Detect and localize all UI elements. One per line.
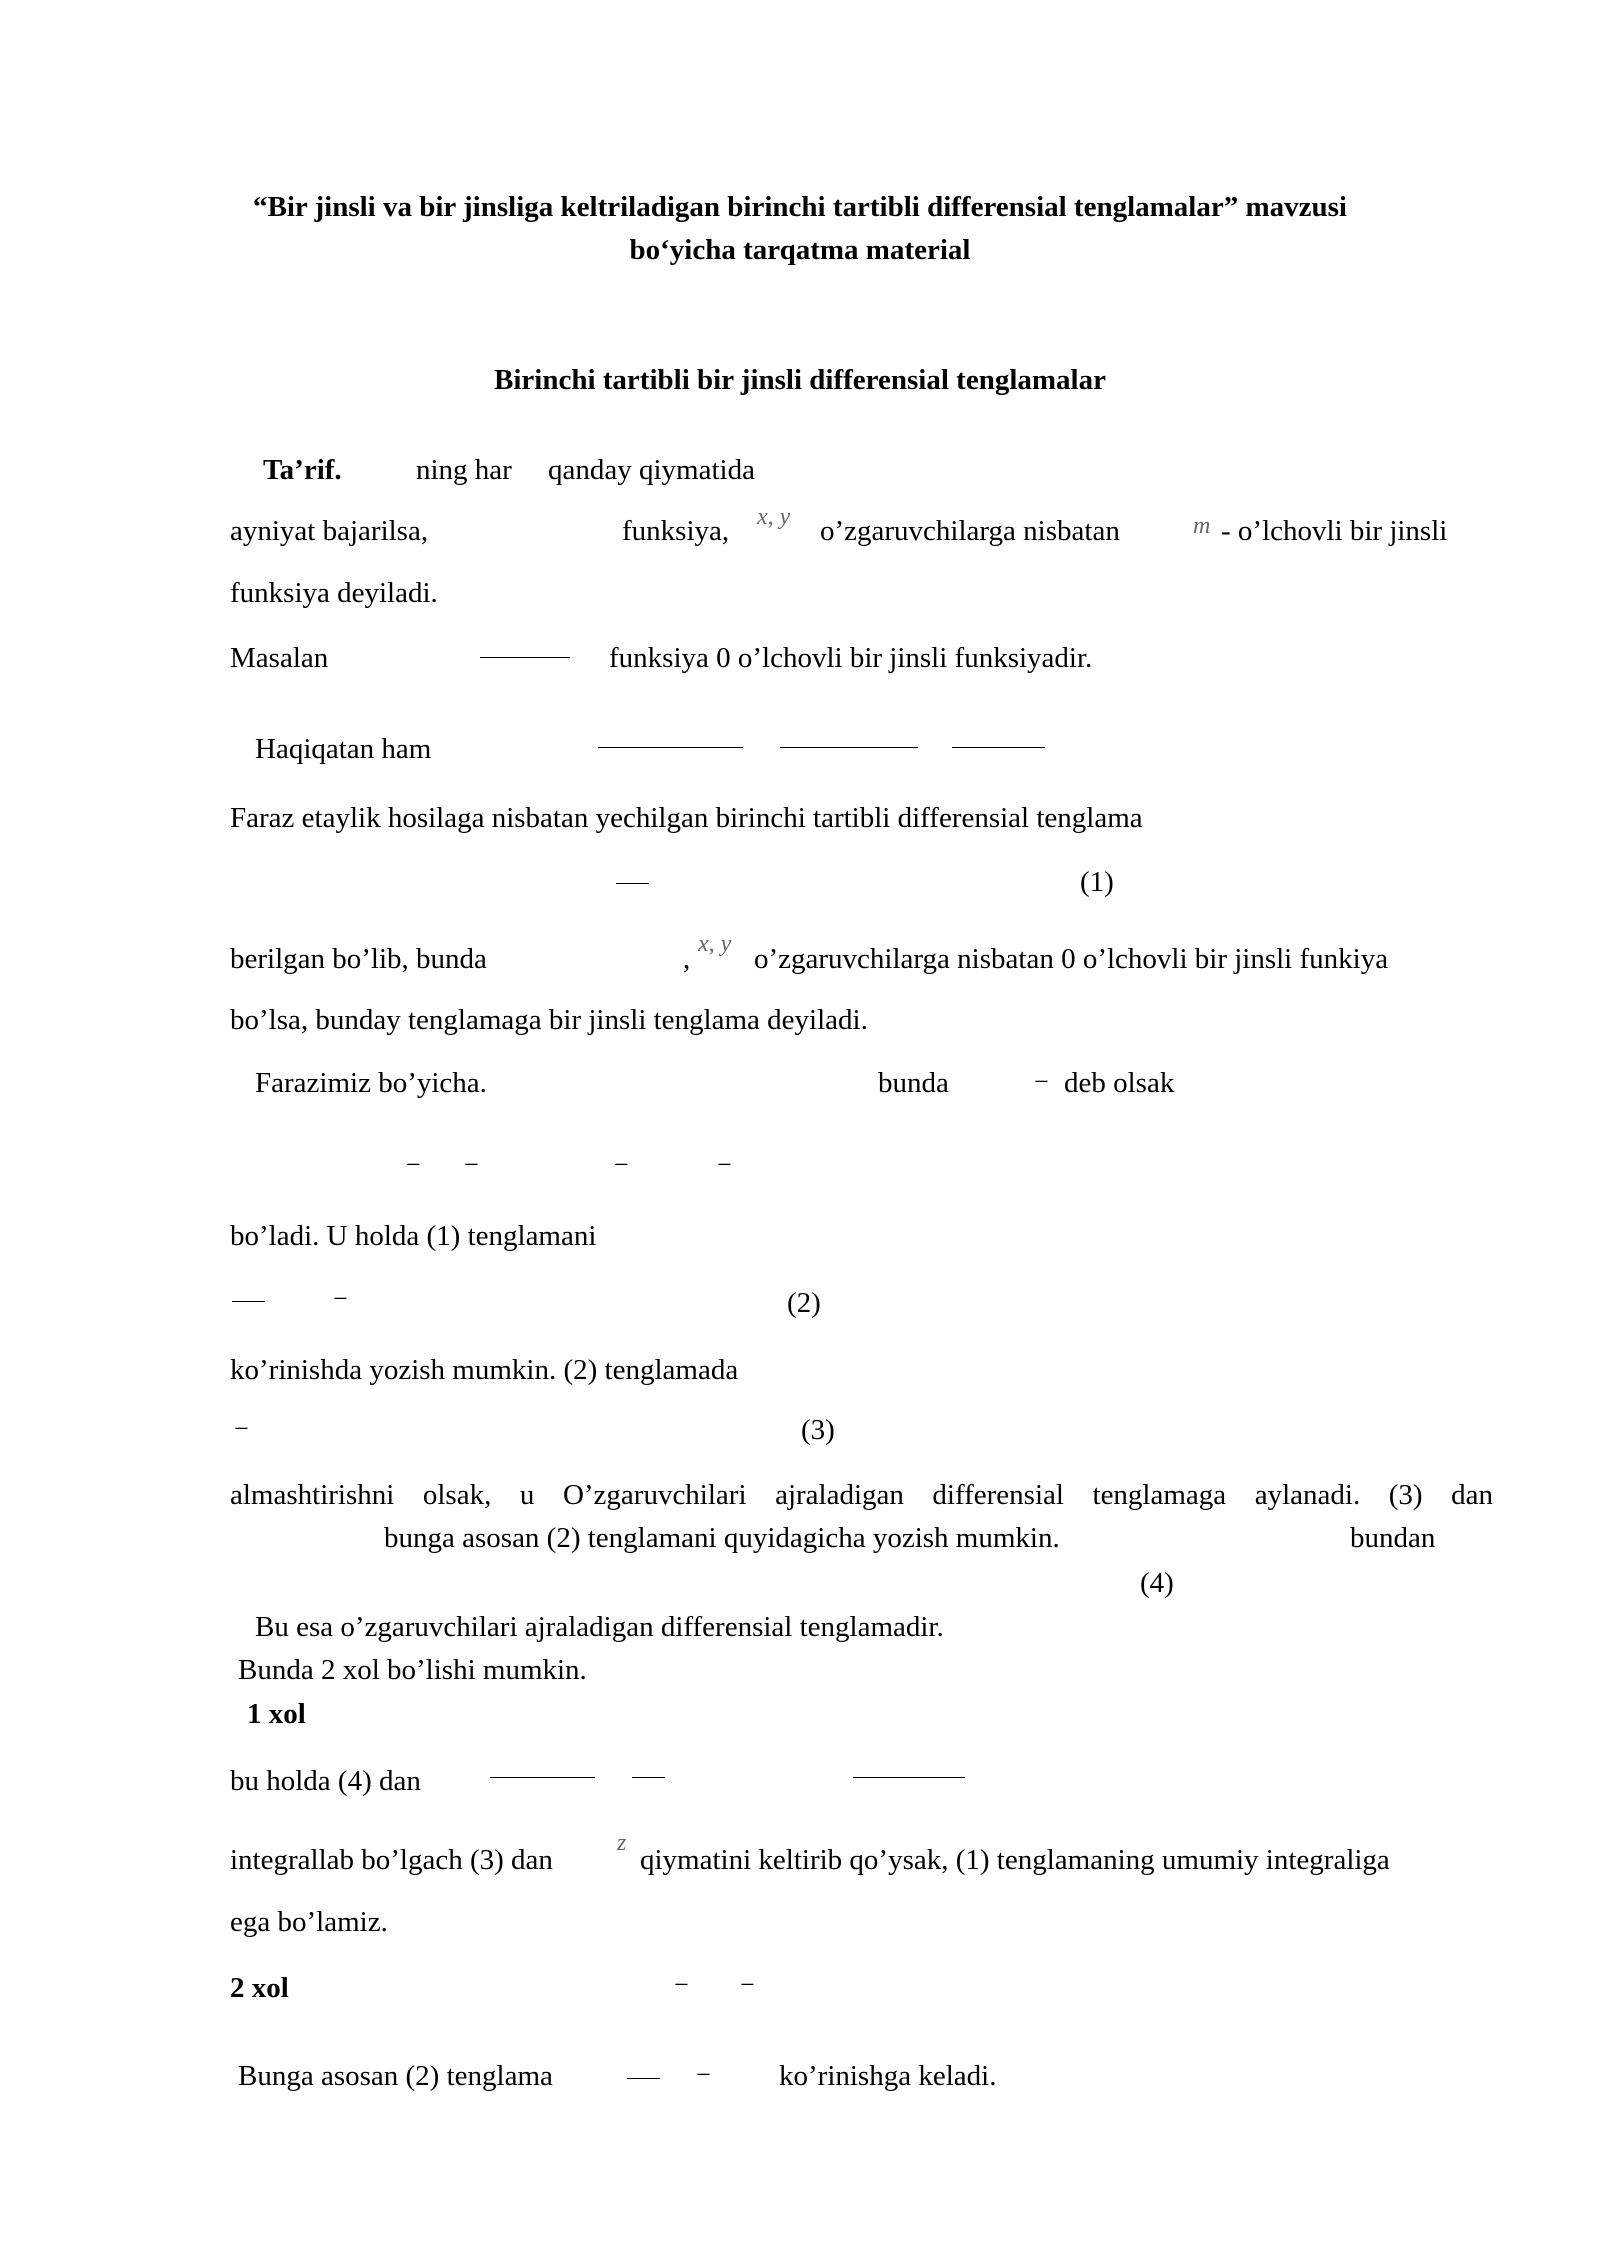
fraction-bar bbox=[232, 1301, 265, 1302]
given-text-b: o’zgaruvchilarga nisbatan 0 o’lchovli bir jinsli funkiya bbox=[754, 943, 1389, 975]
given-text-a: berilgan bo’lib, bunda bbox=[230, 943, 487, 975]
based-text: bunga asosan (2) tenglamani quyidagicha yozish mumkin. bbox=[384, 1522, 1060, 1554]
case2-text-a: Bunga asosan (2) tenglama bbox=[238, 2060, 553, 2092]
case2-label: 2 xol bbox=[230, 1972, 289, 2004]
minus-sign: − bbox=[333, 1284, 348, 1313]
definition-line2-a: ayniyat bajarilsa, bbox=[230, 515, 429, 547]
definition-line2-d: - o’lchovli bir jinsli bbox=[1221, 515, 1448, 547]
fraction-bar bbox=[632, 1777, 665, 1778]
fraction-bar bbox=[627, 2078, 660, 2079]
minus-sign: − bbox=[1034, 1067, 1049, 1096]
case1-text-b1: integrallab bo’lgach (3) dan bbox=[230, 1844, 553, 1876]
definition-label: Ta’rif. bbox=[263, 454, 342, 486]
fraction-bar bbox=[616, 883, 649, 884]
indeed-text: Haqiqatan ham bbox=[255, 733, 432, 765]
fraction-bar bbox=[490, 1777, 595, 1778]
case1-text-a: bu holda (4) dan bbox=[230, 1765, 421, 1797]
write-text: ko’rinishda yozish mumkin. (2) tenglamada bbox=[230, 1354, 739, 1386]
case1-text-c: ega bo’lamiz. bbox=[230, 1906, 388, 1938]
suppose-text: Faraz etaylik hosilaga nisbatan yechilgan birinchi tartibli differensial tenglama bbox=[230, 802, 1143, 834]
example-text: funksiya 0 o’lchovli bir jinsli funksiyadir. bbox=[609, 642, 1093, 674]
definition-text-1: ning har bbox=[416, 454, 512, 486]
minus-sign: − bbox=[406, 1150, 421, 1179]
equation-number-4: (4) bbox=[1140, 1567, 1174, 1599]
assume-text-a: Farazimiz bo’yicha. bbox=[255, 1067, 487, 1099]
definition-text-2: qanday qiymatida bbox=[548, 454, 755, 486]
minus-sign: − bbox=[614, 1150, 629, 1179]
minus-sign: − bbox=[717, 1150, 732, 1179]
fraction-bar bbox=[853, 1777, 965, 1778]
variables-xy-image: x, y bbox=[698, 931, 732, 957]
minus-sign: − bbox=[674, 1970, 689, 1999]
definition-line2-b: funksiya, bbox=[622, 515, 730, 547]
case1-text-b2: qiymatini keltirib qo’ysak, (1) tenglamaning umumiy integraliga bbox=[640, 1844, 1390, 1876]
definition-line3: funksiya deyiladi. bbox=[230, 577, 438, 609]
case1-label: 1 xol bbox=[247, 1698, 306, 1730]
given-comma: , bbox=[683, 943, 691, 975]
document-title-line2: bo‘yicha tarqatma material bbox=[629, 234, 971, 266]
given-text-2: bo’lsa, bunday tenglamaga bir jinsli tenglama deyiladi. bbox=[230, 1004, 868, 1036]
becomes-text: bo’ladi. U holda (1) tenglamani bbox=[230, 1220, 597, 1252]
fraction-bar bbox=[952, 747, 1045, 748]
minus-sign: − bbox=[234, 1414, 249, 1443]
example-label: Masalan bbox=[230, 642, 329, 674]
variables-xy-image: x, y bbox=[757, 504, 791, 530]
assume-text-c: deb olsak bbox=[1064, 1067, 1175, 1099]
minus-sign: − bbox=[464, 1150, 479, 1179]
minus-sign: − bbox=[740, 1970, 755, 1999]
fraction-bar bbox=[598, 747, 743, 748]
case2-text-b: ko’rinishga keladi. bbox=[779, 2060, 997, 2092]
assume-text-b: bunda bbox=[878, 1067, 949, 1099]
section-heading: Birinchi tartibli bir jinsli differensial tenglamalar bbox=[494, 364, 1106, 396]
definition-line2-c: o’zgaruvchilarga nisbatan bbox=[820, 515, 1120, 547]
variable-z-image: z bbox=[617, 1830, 627, 1856]
hence-text: bundan bbox=[1350, 1522, 1436, 1554]
document-title-line1: “Bir jinsli va bir jinsliga keltriladigan birinchi tartibli differensial tenglamalar” mavzusi bbox=[253, 191, 1347, 223]
substitution-text: almashtirishni olsak, u O’zgaruvchilari ajraladigan differensial tenglamaga aylanadi. (3) dan bbox=[230, 1479, 1493, 1511]
fraction-bar bbox=[480, 657, 570, 658]
minus-sign: − bbox=[696, 2060, 711, 2089]
separable-text: Bu esa o’zgaruvchilari ajraladigan differensial tenglamadir. bbox=[255, 1611, 944, 1643]
variable-m-image: m bbox=[1193, 513, 1211, 539]
equation-number-2: (2) bbox=[787, 1287, 821, 1319]
fraction-bar bbox=[780, 747, 918, 748]
equation-number-3: (3) bbox=[801, 1414, 835, 1446]
equation-number-1: (1) bbox=[1080, 866, 1114, 898]
two-cases-text: Bunda 2 xol bo’lishi mumkin. bbox=[238, 1654, 587, 1686]
